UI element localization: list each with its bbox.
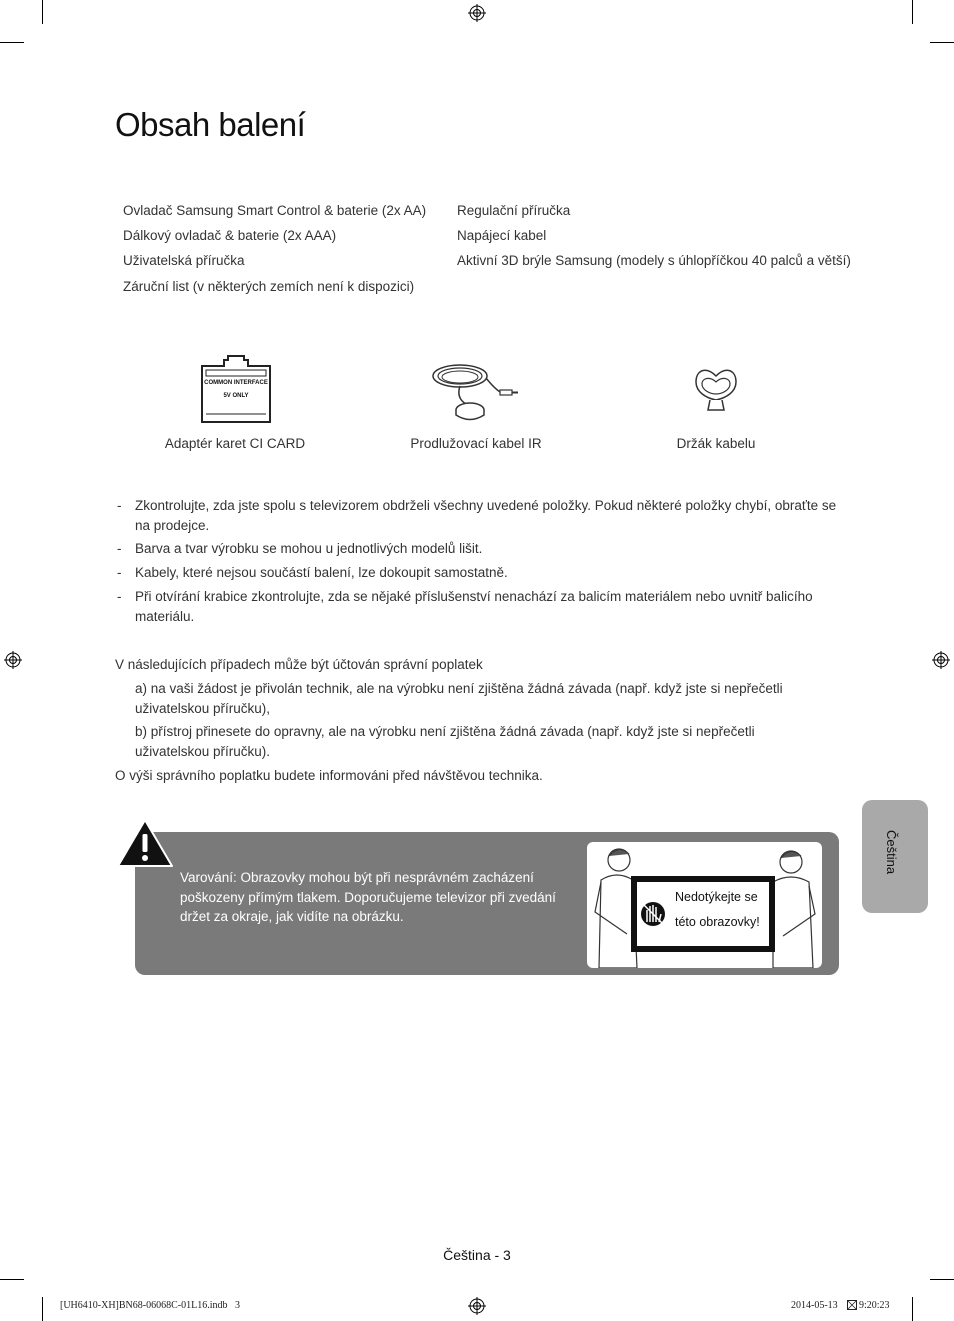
crop-mark bbox=[930, 42, 954, 43]
ci-card-print-line2: 5V ONLY bbox=[223, 393, 249, 399]
warning-body: : Obrazovky mohou být při nesprávném zacházení poškozeny přímým tlakem. Doporučujeme televizor při zvedání držet za okraje, jak vidíte na obrázku. bbox=[180, 870, 556, 924]
note-item bbox=[117, 539, 837, 559]
fee-case-b: b) přístroj přinesete do opravny, ale na výrobku není zjištěna žádná závada (např. když jste si nepřečetli uživatelskou příručku). bbox=[135, 724, 755, 759]
crop-mark bbox=[912, 1297, 913, 1321]
clock-glyph-icon bbox=[847, 1300, 857, 1310]
people-holding-tv-icon bbox=[587, 842, 822, 968]
registration-mark-icon bbox=[4, 651, 22, 669]
note-text: Barva a tvar výrobku se mohou u jednotlivých modelů lišit. bbox=[135, 541, 483, 556]
note-text: Kabely, které nejsou součástí balení, lze dokoupit samostatně. bbox=[135, 565, 508, 580]
cable-holder-icon bbox=[692, 366, 740, 416]
crop-mark bbox=[0, 1279, 24, 1280]
warning-label: Varování bbox=[180, 870, 234, 885]
print-file-info: [UH6410-XH]BN68-06068C-01L16.indb 3 bbox=[60, 1300, 240, 1311]
crop-mark bbox=[0, 42, 24, 43]
crop-mark bbox=[930, 1279, 954, 1280]
note-text: Při otvírání krabice zkontrolujte, zda se nějaké příslušenství nenachází za balicím materiálem nebo uvnitř balicího materiálu. bbox=[135, 589, 813, 624]
side-tab-label: Čeština bbox=[884, 830, 899, 875]
note-dash: - bbox=[117, 541, 122, 556]
contents-item: Dálkový ovladač & baterie (2x AAA) bbox=[123, 228, 337, 243]
ci-card-adapter-icon bbox=[198, 354, 274, 426]
contents-item: Záruční list (v některých zemích není k dispozici) bbox=[123, 279, 415, 294]
note-dash: - bbox=[117, 589, 122, 604]
contents-item: Aktivní 3D brýle Samsung (modely s úhlopříčkou 40 palců a větší) bbox=[457, 253, 851, 268]
page-title: Obsah balení bbox=[115, 106, 306, 143]
ir-cable-label: Prodlužovací kabel IR bbox=[410, 436, 542, 451]
tv-screen-text-line2: této obrazovky! bbox=[675, 915, 760, 929]
ci-card-label: Adaptér karet CI CARD bbox=[164, 436, 306, 451]
crop-mark bbox=[912, 0, 913, 24]
crop-mark bbox=[42, 1297, 43, 1321]
fee-outro: O výši správního poplatku budete informováni před návštěvou technika. bbox=[115, 768, 543, 783]
note-item bbox=[117, 496, 837, 535]
fee-intro: V následujících případech může být účtován správní poplatek bbox=[115, 657, 483, 672]
contents-item: Napájecí kabel bbox=[457, 228, 547, 243]
warning-triangle-icon bbox=[116, 818, 174, 868]
registration-mark-icon bbox=[468, 1297, 486, 1315]
contents-item: Uživatelská příručka bbox=[123, 253, 245, 268]
note-item bbox=[117, 587, 837, 626]
print-time: 9:20:23 bbox=[859, 1300, 890, 1311]
registration-mark-icon bbox=[468, 4, 486, 22]
warning-text bbox=[180, 868, 580, 927]
cable-holder-label: Držák kabelu bbox=[676, 436, 756, 451]
ci-card-print-line1: COMMON INTERFACE bbox=[204, 380, 268, 386]
print-date: 2014-05-13 bbox=[791, 1300, 838, 1311]
registration-mark-icon bbox=[932, 651, 950, 669]
tv-screen-text-line1: Nedotýkejte se bbox=[675, 890, 758, 904]
fee-case-a: a) na vaši žádost je přivolán technik, ale na výrobku není zjištěna žádná závada (např. když jste si nepřečetli uživatelskou příručku), bbox=[135, 681, 783, 716]
page-number: Čeština - 3 bbox=[443, 1247, 511, 1263]
crop-mark bbox=[42, 0, 43, 24]
contents-item: Ovladač Samsung Smart Control & baterie (2x AA) bbox=[123, 203, 427, 218]
contents-item: Regulační příručka bbox=[457, 203, 571, 218]
note-item bbox=[117, 563, 837, 583]
language-side-tab bbox=[862, 800, 928, 913]
note-dash: - bbox=[117, 498, 122, 513]
tv-handling-illustration bbox=[587, 842, 822, 968]
note-dash: - bbox=[117, 565, 122, 580]
ir-cable-icon bbox=[430, 358, 520, 426]
note-text: Zkontrolujte, zda jste spolu s televizorem obdrželi všechny uvedené položky. Pokud některé položky chybí, obraťte se na prodejce. bbox=[135, 498, 837, 533]
